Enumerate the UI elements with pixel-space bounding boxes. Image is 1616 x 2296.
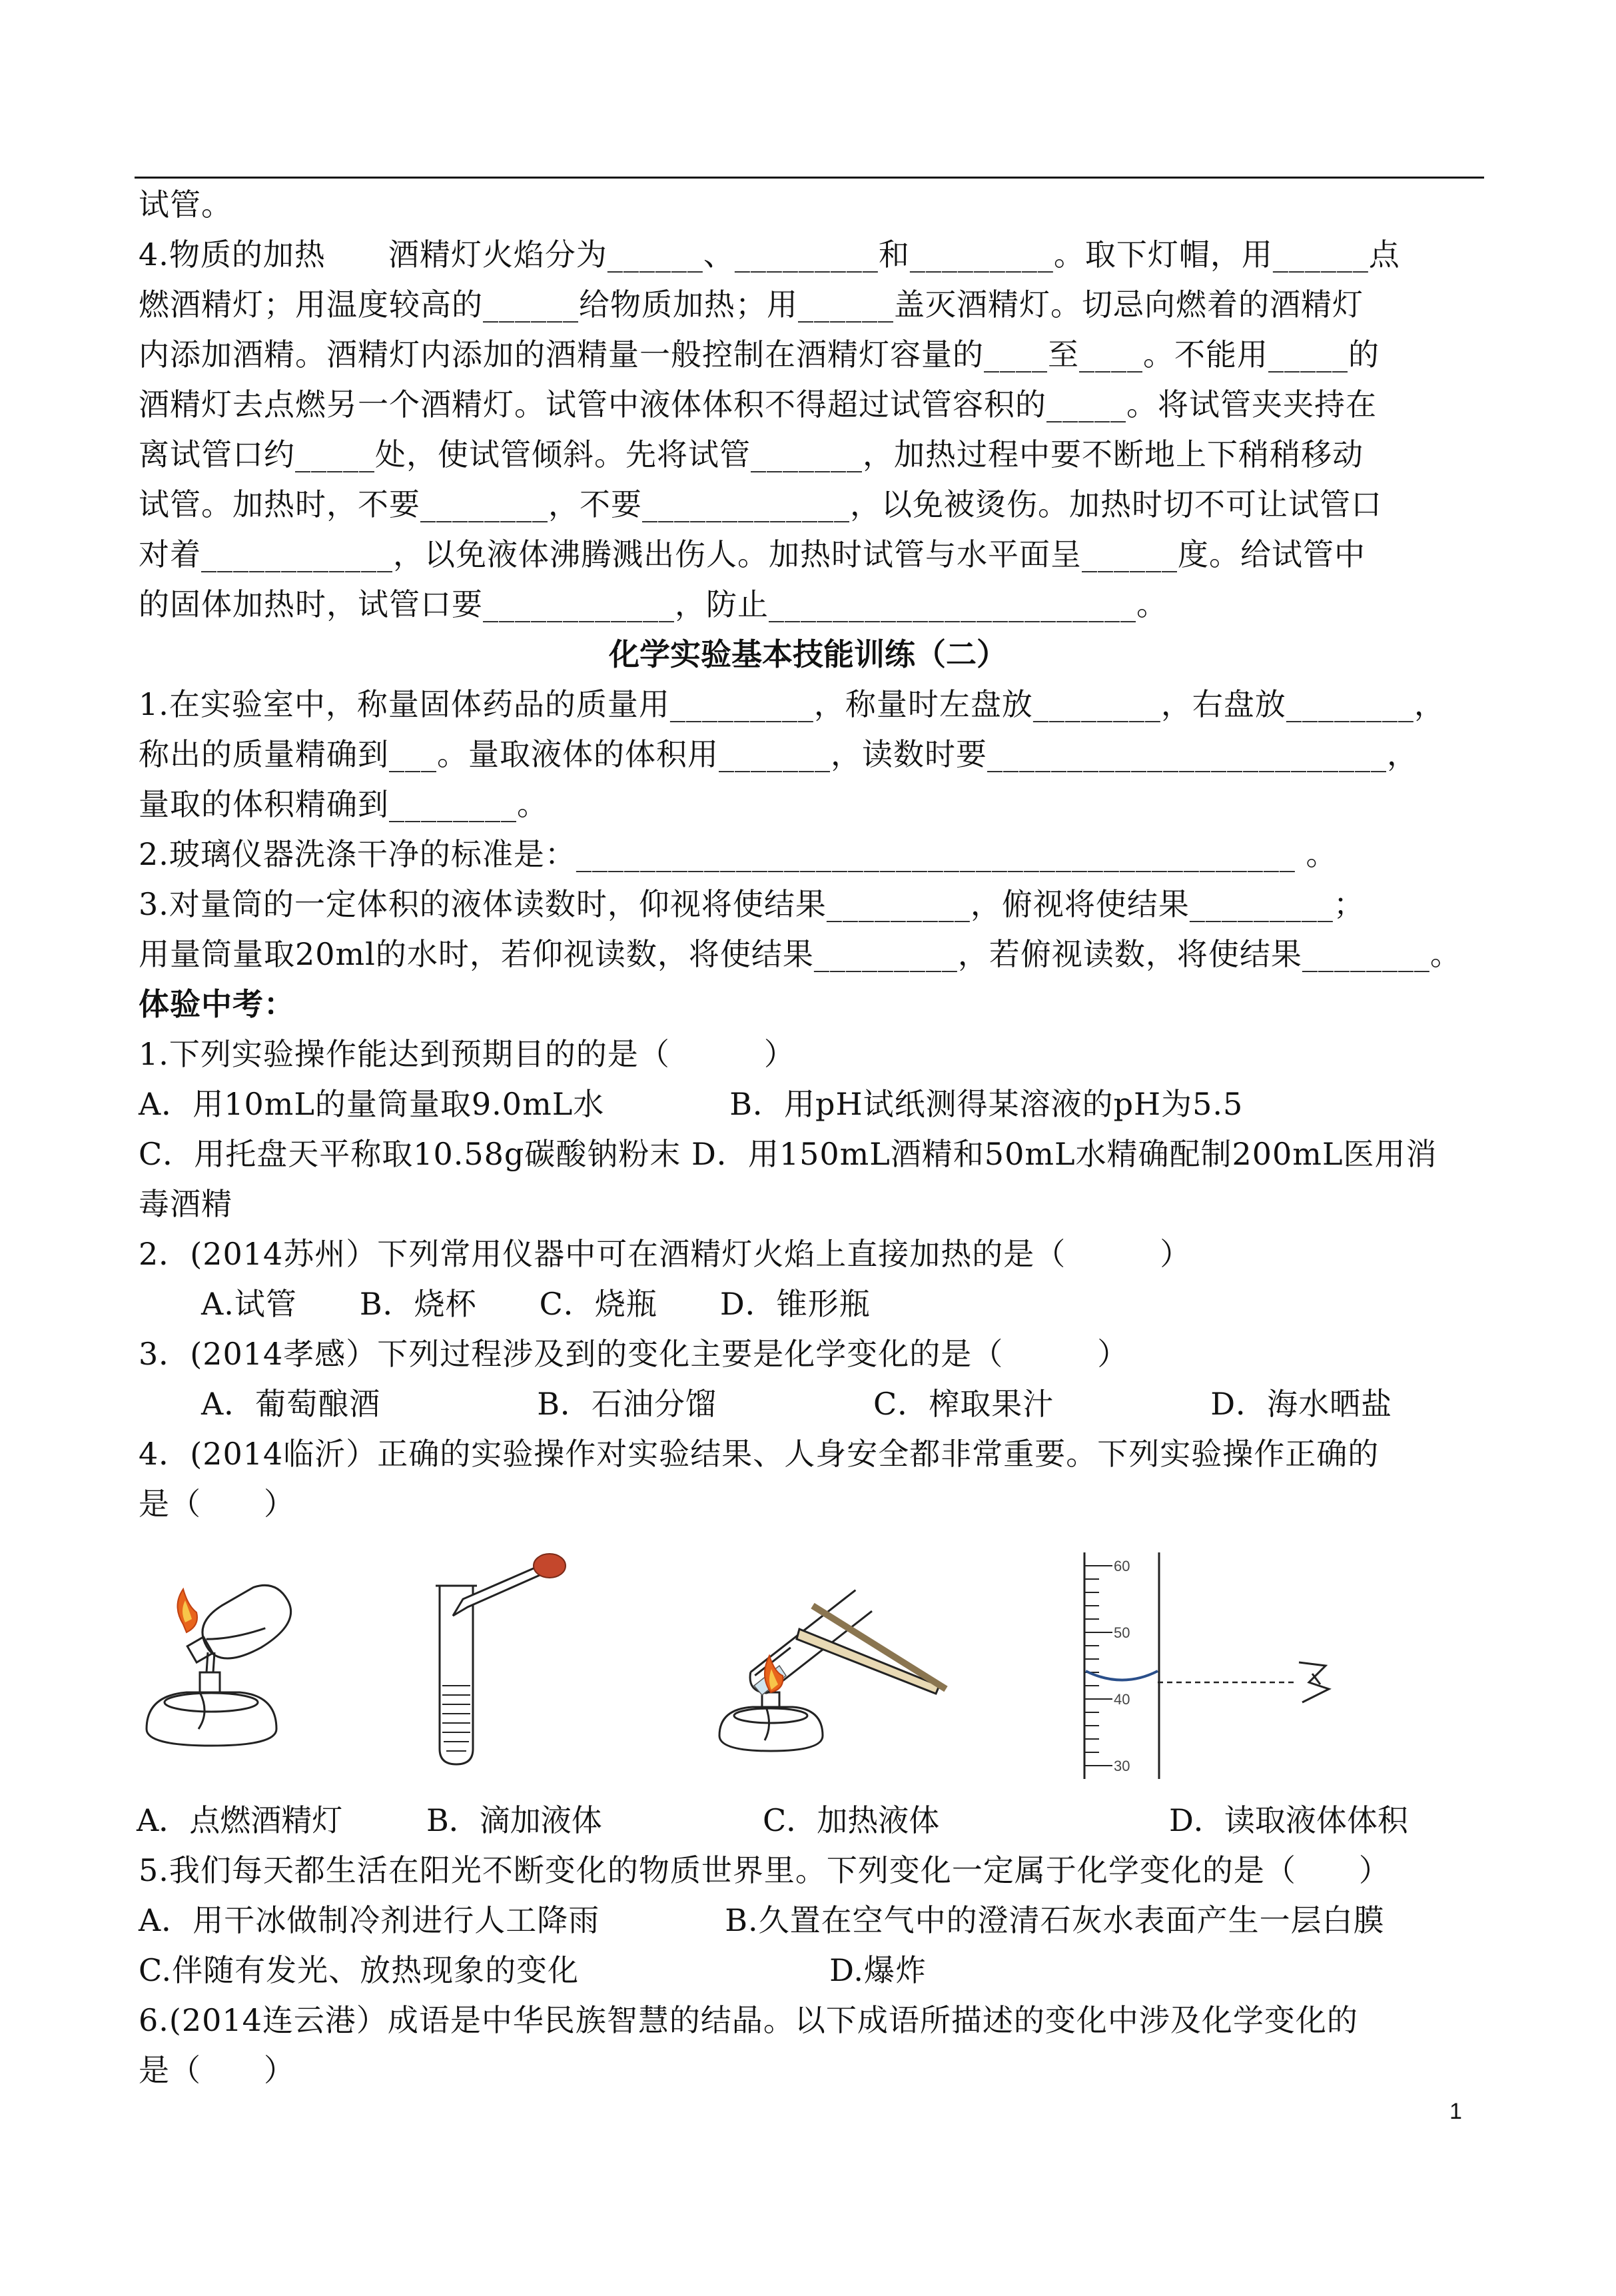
figure-caption-d: D．读取液体体积 [1169, 1802, 1408, 1838]
svg-text:60 50 40 30 [1114, 1558, 1134, 1774]
tick-label: 30 [1114, 1758, 1130, 1774]
text-line: 内添加酒精。酒精灯内添加的酒精量一般控制在酒精灯容量的____至____。不能用_____的 [139, 336, 1380, 372]
text-line: 称出的质量精确到___。量取液体的体积用_______，读数时要_________________________， [139, 736, 1418, 772]
question-line: 是（ ） [139, 2052, 295, 2088]
tick-label: 40 [1114, 1691, 1130, 1708]
figure-caption-c: C．加热液体 [763, 1802, 940, 1838]
question-line: A．用10mL的量筒量取9.0mL水 B．用pH试纸测得某溶液的pH为5.5 [139, 1086, 1244, 1122]
page-number: 1 [1449, 2099, 1462, 2124]
question-line: 6.(2014连云港）成语是中华民族智慧的结晶。以下成语所描述的变化中涉及化学变化的 [139, 2002, 1358, 2038]
figure-d-reading-cylinder [1072, 1552, 1392, 1779]
text-line: 用量筒量取20ml的水时，若仰视读数，将使结果_________，若俯视读数，将使结果________。 [139, 936, 1461, 972]
figure-c-heating-liquid [706, 1566, 959, 1766]
question-line: 3．(2014孝感）下列过程涉及到的变化主要是化学变化的是（ ） [139, 1336, 1129, 1372]
text-line: 对着____________，以免液体沸腾溅出伤人。加热时试管与水平面呈______度。给试管中 [139, 536, 1366, 572]
question-line: 1.下列实验操作能达到预期目的的是（ ） [139, 1036, 795, 1072]
figure-b-dropping-liquid [426, 1552, 586, 1772]
question-line: 毒酒精 [139, 1186, 232, 1222]
text-line: 的固体加热时，试管口要____________，防止_______________________。 [139, 586, 1168, 622]
text-line: 量取的体积精确到________。 [139, 786, 548, 822]
header-rule [135, 177, 1484, 179]
question-line: 5.我们每天都生活在阳光不断变化的物质世界里。下列变化一定属于化学变化的是（ ） [139, 1852, 1390, 1888]
question-line: A.试管 B．烧杯 C．烧瓶 D．锥形瓶 [139, 1286, 871, 1322]
question-line: 2．(2014苏州）下列常用仪器中可在酒精灯火焰上直接加热的是（ ） [139, 1236, 1192, 1272]
text-line: 燃酒精灯；用温度较高的______给物质加热；用______盖灭酒精灯。切忌向燃着的酒精灯 [139, 287, 1364, 322]
section-title: 化学实验基本技能训练（二） [609, 636, 1007, 672]
figure-caption-b: B．滴加液体 [426, 1802, 602, 1838]
question-line: A．葡萄酿酒 B．石油分馏 C．榨取果汁 D．海水晒盐 [139, 1386, 1393, 1422]
question-line: C．用托盘天平称取10.58g碳酸钠粉末 D．用150mL酒精和50mL水精确配制200mL医用消 [139, 1136, 1437, 1172]
question-line: A．用干冰做制冷剂进行人工降雨 B.久置在空气中的澄清石灰水表面产生一层白膜 [139, 1902, 1385, 1938]
question-line: C.伴随有发光、放热现象的变化 D.爆炸 [139, 1952, 927, 1988]
text-line: 1.在实验室中，称量固体药品的质量用_________，称量时左盘放________，右盘放________， [139, 686, 1445, 722]
question-line: 4．(2014临沂）正确的实验操作对实验结果、人身安全都非常重要。下列实验操作正确的 [139, 1436, 1380, 1472]
text-line: 试管。加热时，不要________，不要_____________，以免被烫伤。加热时切不可让试管口 [139, 486, 1382, 522]
text-line: 3.对量筒的一定体积的液体读数时，仰视将使结果_________，俯视将使结果_________； [139, 886, 1365, 922]
tick-label: 60 [1114, 1558, 1130, 1574]
question-line: 是（ ） [139, 1486, 295, 1522]
tick-label: 50 [1114, 1624, 1130, 1641]
figure-a-lighting-lamp [133, 1586, 306, 1759]
figure-caption-a: A．点燃酒精灯 [137, 1802, 343, 1838]
text-line: 试管。 [139, 187, 232, 223]
text-line: 离试管口约_____处，使试管倾斜。先将试管_______，加热过程中要不断地上下稍稍移动 [139, 436, 1364, 472]
exam-title: 体验中考： [139, 986, 295, 1022]
text-line: 4.物质的加热 酒精灯火焰分为______、_________和_________。取下灯帽，用______点 [139, 237, 1400, 273]
text-line: 酒精灯去点燃另一个酒精灯。试管中液体体积不得超过试管容积的_____。将试管夹夹持在 [139, 386, 1377, 422]
text-line: 2.玻璃仪器洗涤干净的标准是：_____________________________________________ 。 [139, 836, 1338, 872]
